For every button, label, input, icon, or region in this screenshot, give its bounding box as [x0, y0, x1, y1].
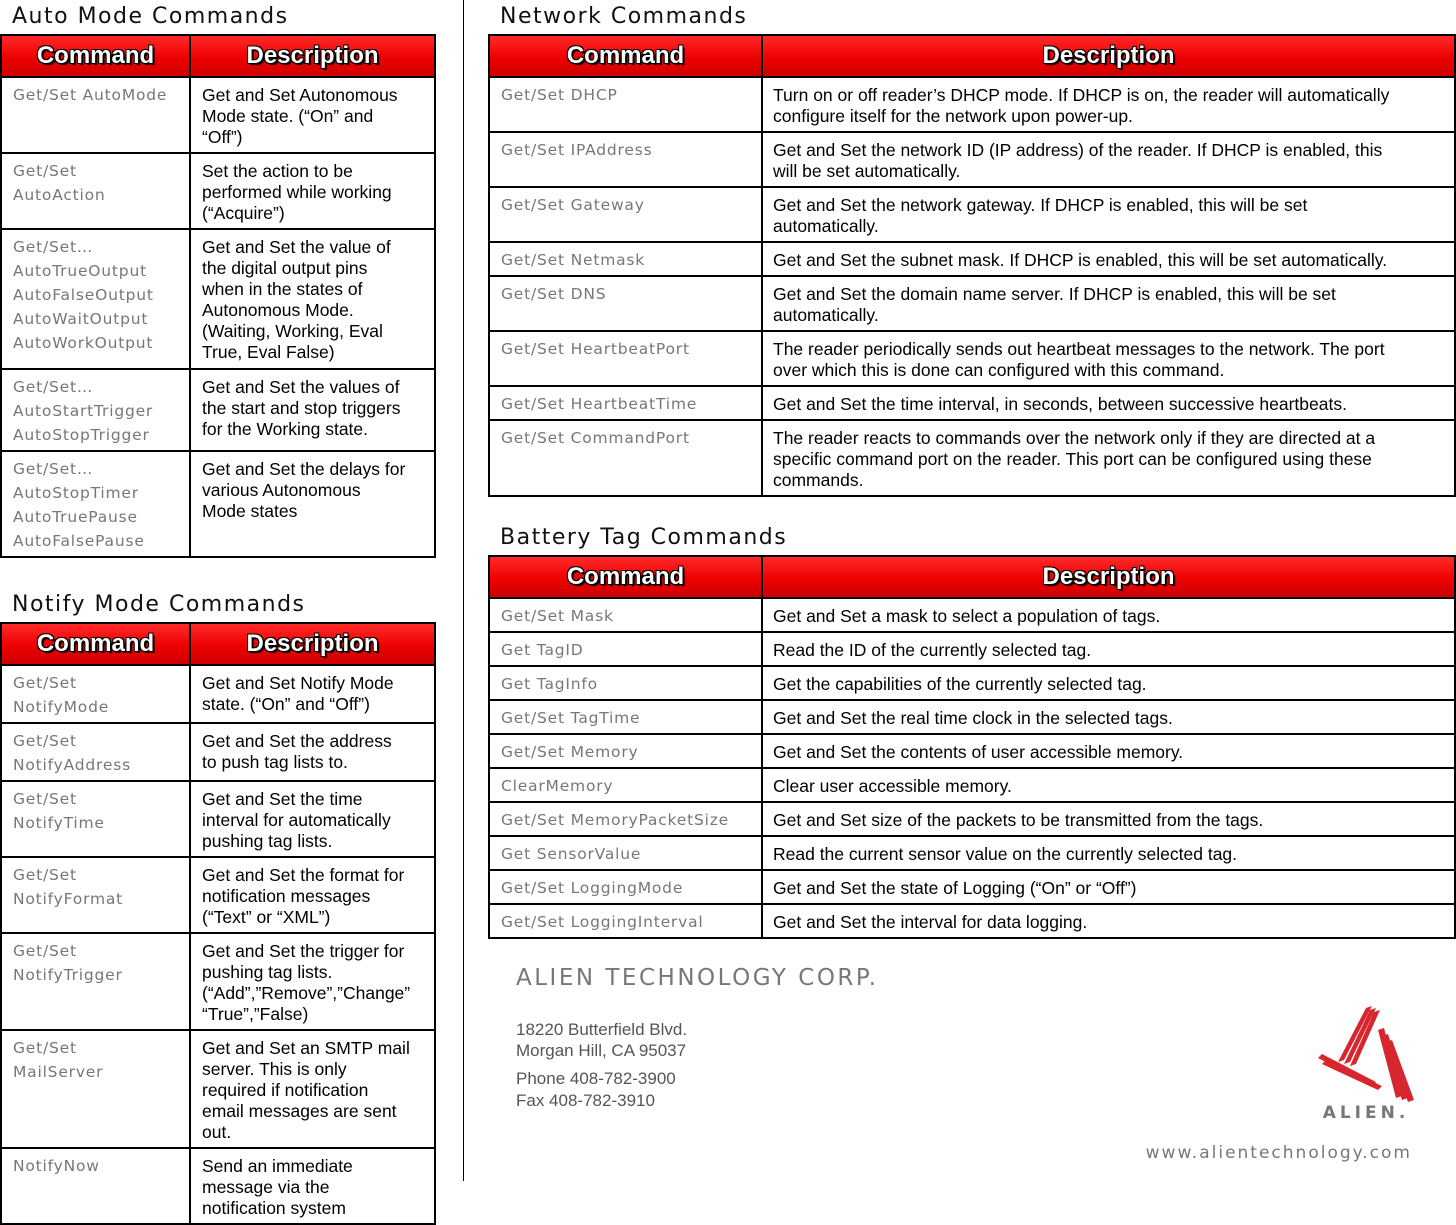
- description-cell: Turn on or off reader’s DHCP mode. If DHCP is on, the reader will automatically configure itself for the network upon power-up.: [762, 77, 1455, 132]
- table-row: [489, 802, 1455, 836]
- description-cell: Get and Set the time interval for automatically pushing tag lists.: [190, 781, 435, 857]
- command-cell: Get/Set Netmask: [489, 242, 762, 276]
- command-cell: Get/Set MailServer: [1, 1030, 190, 1148]
- description-cell: Get and Set the time interval, in seconds, between successive heartbeats.: [762, 386, 1455, 420]
- battery-tag-title: Battery Tag Commands: [500, 525, 788, 550]
- description-cell: The reader reacts to commands over the network only if they are directed at a specific command port on the reader. This port can be configured using these commands.: [762, 420, 1455, 496]
- notify-mode-table: [0, 622, 436, 1225]
- command-header: Command: [489, 35, 762, 77]
- description-cell: Read the ID of the currently selected tag.: [762, 632, 1455, 666]
- description-cell: Clear user accessible memory.: [762, 768, 1455, 802]
- description-cell: Get and Set the network gateway. If DHCP is enabled, this will be set automatically.: [762, 187, 1455, 242]
- table-row: [1, 229, 435, 369]
- table-row: [1, 77, 435, 153]
- auto-mode-table: [0, 34, 436, 558]
- table-row: [489, 331, 1455, 386]
- description-header: Description: [762, 35, 1455, 77]
- description-header: Description: [190, 623, 435, 665]
- right-column: [488, 0, 1456, 939]
- company-name: ALIEN TECHNOLOGY CORP.: [516, 965, 879, 991]
- battery-tag-table: [488, 555, 1456, 939]
- command-cell: ClearMemory: [489, 768, 762, 802]
- command-header: Command: [489, 556, 762, 598]
- description-cell: Get and Set the subnet mask. If DHCP is enabled, this will be set automatically.: [762, 242, 1455, 276]
- table-row: [1, 1030, 435, 1148]
- description-cell: Send an immediate message via the notification system: [190, 1148, 435, 1224]
- address-line-1: 18220 Butterfield Blvd.: [516, 1020, 688, 1039]
- table-row: [489, 420, 1455, 496]
- table-row: [489, 734, 1455, 768]
- table-row: [489, 700, 1455, 734]
- table-header-row: [489, 35, 1455, 77]
- description-cell: Get the capabilities of the currently selected tag.: [762, 666, 1455, 700]
- description-cell: Get and Set Notify Mode state. (“On” and “Off”): [190, 665, 435, 723]
- command-cell: Get/Set… AutoTrueOutput AutoFalseOutput AutoWaitOutput AutoWorkOutput: [1, 229, 190, 369]
- table-row: [489, 598, 1455, 632]
- command-cell: Get/Set IPAddress: [489, 132, 762, 187]
- table-header-row: [1, 35, 435, 77]
- table-row: [489, 632, 1455, 666]
- address-line-2: Morgan Hill, CA 95037: [516, 1041, 687, 1060]
- table-row: [489, 187, 1455, 242]
- command-cell: Get/Set AutoAction: [1, 153, 190, 229]
- command-cell: Get/Set AutoMode: [1, 77, 190, 153]
- table-row: [489, 870, 1455, 904]
- column-divider: [463, 0, 464, 1181]
- command-cell: Get/Set TagTime: [489, 700, 762, 734]
- command-cell: Get SensorValue: [489, 836, 762, 870]
- table-row: [1, 665, 435, 723]
- table-row: [489, 242, 1455, 276]
- fax-number: Fax 408-782-3910: [516, 1091, 655, 1110]
- command-cell: Get/Set Mask: [489, 598, 762, 632]
- command-header: Command: [1, 623, 190, 665]
- command-cell: Get/Set LoggingInterval: [489, 904, 762, 938]
- table-row: [489, 836, 1455, 870]
- table-row: [489, 132, 1455, 187]
- table-row: [1, 933, 435, 1030]
- command-cell: Get/Set DNS: [489, 276, 762, 331]
- description-cell: Get and Set the format for notification messages (“Text” or “XML”): [190, 857, 435, 933]
- description-header: Description: [762, 556, 1455, 598]
- description-cell: Get and Set Autonomous Mode state. (“On” and “Off”): [190, 77, 435, 153]
- command-cell: Get/Set CommandPort: [489, 420, 762, 496]
- command-header: Command: [1, 35, 190, 77]
- description-cell: Get and Set the value of the digital output pins when in the states of Autonomous Mode. (Waiting, Working, Eval True, Eval False): [190, 229, 435, 369]
- table-row: [489, 666, 1455, 700]
- description-cell: Get and Set size of the packets to be transmitted from the tags.: [762, 802, 1455, 836]
- description-cell: Get and Set the contents of user accessible memory.: [762, 734, 1455, 768]
- description-cell: Get and Set the interval for data logging.: [762, 904, 1455, 938]
- table-row: [489, 386, 1455, 420]
- description-cell: Get and Set the trigger for pushing tag lists. (“Add”,”Remove”,”Change” “True”,”False): [190, 933, 435, 1030]
- auto-mode-title: Auto Mode Commands: [12, 4, 289, 29]
- command-cell: NotifyNow: [1, 1148, 190, 1224]
- logo-text: ALIEN.: [1322, 1103, 1410, 1123]
- table-row: [1, 153, 435, 229]
- description-cell: Read the current sensor value on the currently selected tag.: [762, 836, 1455, 870]
- notify-mode-title: Notify Mode Commands: [12, 592, 306, 617]
- description-cell: The reader periodically sends out heartbeat messages to the network. The port over which this is done can configured with this command.: [762, 331, 1455, 386]
- phone-number: Phone 408-782-3900: [516, 1069, 676, 1088]
- command-cell: Get/Set NotifyTrigger: [1, 933, 190, 1030]
- command-cell: Get/Set HeartbeatTime: [489, 386, 762, 420]
- table-row: [489, 276, 1455, 331]
- command-cell: Get/Set NotifyAddress: [1, 723, 190, 781]
- description-cell: Get and Set the state of Logging (“On” or “Off”): [762, 870, 1455, 904]
- table-row: [489, 904, 1455, 938]
- description-cell: Get and Set the domain name server. If DHCP is enabled, this will be set automatically.: [762, 276, 1455, 331]
- description-cell: Set the action to be performed while working (“Acquire”): [190, 153, 435, 229]
- description-header: Description: [190, 35, 435, 77]
- table-row: [1, 451, 435, 557]
- description-cell: Get and Set the values of the start and stop triggers for the Working state.: [190, 369, 435, 451]
- command-cell: Get/Set… AutoStopTimer AutoTruePause AutoFalsePause: [1, 451, 190, 557]
- table-header-row: [1, 623, 435, 665]
- description-cell: Get and Set the real time clock in the selected tags.: [762, 700, 1455, 734]
- table-row: [489, 77, 1455, 132]
- table-row: [489, 768, 1455, 802]
- network-title: Network Commands: [500, 4, 748, 29]
- website-link[interactable]: www.alientechnology.com: [1145, 1143, 1412, 1163]
- command-cell: Get/Set NotifyMode: [1, 665, 190, 723]
- description-cell: Get and Set the network ID (IP address) of the reader. If DHCP is enabled, this will be set automatically.: [762, 132, 1455, 187]
- command-cell: Get TagID: [489, 632, 762, 666]
- description-cell: Get and Set the address to push tag lists to.: [190, 723, 435, 781]
- network-table: [488, 34, 1456, 497]
- left-column: [0, 0, 436, 1225]
- command-cell: Get/Set Gateway: [489, 187, 762, 242]
- table-row: [1, 857, 435, 933]
- description-cell: Get and Set the delays for various Autonomous Mode states: [190, 451, 435, 557]
- command-cell: Get/Set NotifyFormat: [1, 857, 190, 933]
- alien-logo-icon: [1302, 1002, 1430, 1124]
- table-row: [1, 369, 435, 451]
- command-cell: Get/Set DHCP: [489, 77, 762, 132]
- table-row: [1, 1148, 435, 1224]
- command-cell: Get/Set NotifyTime: [1, 781, 190, 857]
- command-cell: Get/Set Memory: [489, 734, 762, 768]
- command-cell: Get/Set HeartbeatPort: [489, 331, 762, 386]
- table-header-row: [489, 556, 1455, 598]
- command-cell: Get TagInfo: [489, 666, 762, 700]
- table-row: [1, 781, 435, 857]
- command-cell: Get/Set LoggingMode: [489, 870, 762, 904]
- table-row: [1, 723, 435, 781]
- command-cell: Get/Set… AutoStartTrigger AutoStopTrigger: [1, 369, 190, 451]
- description-cell: Get and Set a mask to select a population of tags.: [762, 598, 1455, 632]
- description-cell: Get and Set an SMTP mail server. This is only required if notification email messages are sent out.: [190, 1030, 435, 1148]
- command-cell: Get/Set MemoryPacketSize: [489, 802, 762, 836]
